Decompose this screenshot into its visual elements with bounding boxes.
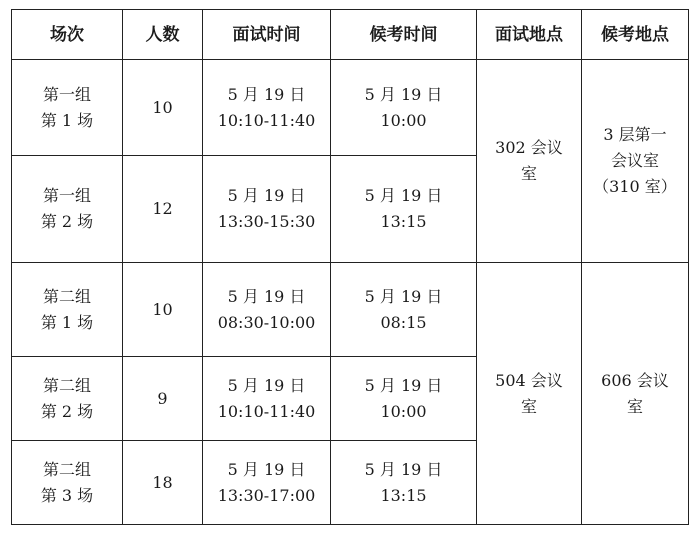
count-cell: 18 [123,441,203,525]
interview-time-range: 10:10-11:40 [217,110,316,130]
table-row [12,60,689,156]
count-cell: 10 [123,263,203,357]
header-count: 人数 [123,10,203,60]
session-cell [12,441,123,525]
interview-time-cell [203,441,331,525]
session-group: 第二组 [42,286,91,306]
waiting-place-line: 3 层第一 [603,125,667,144]
session-cell [12,156,123,263]
count-cell: 9 [123,357,203,441]
waiting-date: 5 月 19 日 [364,375,443,395]
interview-place-line: 302 会议 [495,138,563,157]
session-group: 第一组 [42,186,91,205]
interview-time-cell [203,263,331,357]
waiting-date: 5 月 19 日 [364,186,443,205]
interview-date: 5 月 19 日 [227,186,306,205]
waiting-time-cell [331,441,477,525]
waiting-time: 10:00 [380,401,427,421]
waiting-time-cell [331,357,477,441]
interview-place-cell [477,60,582,263]
waiting-time-cell [331,156,477,263]
count-cell: 10 [123,60,203,156]
interview-place-line: 504 会议 [495,370,563,390]
header-session: 场次 [12,10,123,60]
header-interview-place: 面试地点 [477,10,582,60]
waiting-date: 5 月 19 日 [364,84,443,104]
interview-time-range: 13:30-15:30 [217,212,316,231]
session-number: 第 1 场 [40,312,94,332]
session-group: 第二组 [42,375,91,395]
interview-time-cell [203,156,331,263]
waiting-time: 10:00 [380,110,427,130]
waiting-date: 5 月 19 日 [364,286,443,306]
interview-time-cell [203,60,331,156]
waiting-time-cell [331,263,477,357]
waiting-time: 13:15 [380,485,427,505]
waiting-place-line: 室 [626,396,643,416]
interview-place-line: 室 [520,396,537,416]
session-group: 第二组 [42,459,91,479]
waiting-time: 13:15 [380,212,427,231]
table-row [12,263,689,357]
interview-place-line: 室 [520,164,537,183]
count-cell: 12 [123,156,203,263]
interview-time-cell [203,357,331,441]
header-interview-time: 面试时间 [203,10,331,60]
header-row [12,10,689,60]
waiting-place-line: 会议室 [610,151,659,170]
session-number: 第 2 场 [40,401,94,421]
interview-time-range: 10:10-11:40 [217,401,316,421]
session-group: 第一组 [42,84,91,104]
interview-date: 5 月 19 日 [227,375,306,395]
session-cell [12,60,123,156]
waiting-place-line: （310 室） [593,177,677,196]
waiting-time: 08:15 [380,312,427,332]
interview-date: 5 月 19 日 [227,286,306,306]
interview-date: 5 月 19 日 [227,459,306,479]
session-number: 第 1 场 [40,110,94,130]
session-cell [12,263,123,357]
waiting-time-cell [331,60,477,156]
interview-schedule-table [11,9,689,525]
interview-place-cell [477,263,582,525]
waiting-place-cell [582,60,689,263]
waiting-date: 5 月 19 日 [364,459,443,479]
session-cell [12,357,123,441]
header-waiting-place: 候考地点 [582,10,689,60]
session-number: 第 3 场 [40,485,94,505]
waiting-place-cell [582,263,689,525]
header-waiting-time: 候考时间 [331,10,477,60]
interview-time-range: 08:30-10:00 [217,312,316,332]
interview-date: 5 月 19 日 [227,84,306,104]
session-number: 第 2 场 [40,212,94,231]
waiting-place-line: 606 会议 [601,370,669,390]
interview-time-range: 13:30-17:00 [217,485,316,505]
